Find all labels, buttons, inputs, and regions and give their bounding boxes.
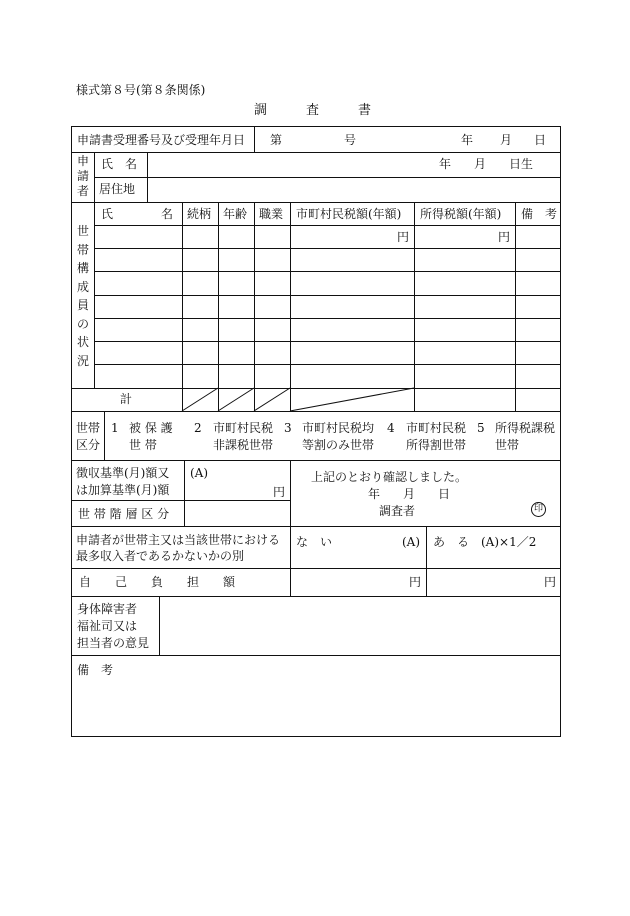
collection-a-mark: (A) bbox=[190, 466, 209, 480]
col-relation: 続柄 bbox=[187, 207, 212, 221]
collection-label-1: 徴収基準(月)額又 bbox=[76, 466, 170, 480]
max-income-formula: (A)×1／2 bbox=[481, 535, 537, 549]
confirm-text: 上記のとおり確認しました。 bbox=[311, 470, 468, 484]
class-option-3-line2: 等割のみ世帯 bbox=[302, 438, 375, 452]
form-number: 様式第８号(第８条関係) bbox=[76, 83, 206, 97]
applicant-vertical-label: 申請者 bbox=[76, 154, 89, 198]
receipt-dai: 第 bbox=[270, 133, 283, 147]
max-income-aru: あ る bbox=[433, 535, 470, 549]
receipt-month: 月 bbox=[500, 133, 513, 147]
municipal-tax-yen: 円 bbox=[397, 230, 410, 244]
class-option-3-num: 3 bbox=[284, 421, 292, 435]
col-name: 氏 名 bbox=[101, 207, 174, 221]
self-burden-yen-2: 円 bbox=[544, 575, 557, 589]
self-burden-label: 自 己 負 担 額 bbox=[79, 575, 236, 589]
birth-day: 日生 bbox=[509, 157, 534, 171]
col-notes: 備 考 bbox=[521, 207, 558, 221]
receipt-go: 号 bbox=[344, 133, 357, 147]
applicant-address-label: 居住地 bbox=[99, 182, 136, 196]
confirm-month: 月 bbox=[403, 487, 416, 501]
max-income-label-2: 最多収入者であるかないかの別 bbox=[76, 549, 245, 563]
confirm-year: 年 bbox=[368, 487, 381, 501]
household-vertical-label: 世帯構成員の状況 bbox=[76, 224, 89, 368]
disability-line-1: 身体障害者 bbox=[77, 602, 138, 616]
disability-line-2: 福祉司又は bbox=[77, 619, 138, 633]
max-income-label-1: 申請者が世帯主又は当該世帯における bbox=[76, 533, 281, 547]
receipt-year: 年 bbox=[461, 133, 474, 147]
col-occupation: 職業 bbox=[259, 207, 284, 221]
seal-mark: 印 bbox=[531, 502, 546, 517]
class-option-4-line1: 市町村民税 bbox=[406, 421, 467, 435]
total-label: 計 bbox=[120, 392, 133, 406]
class-option-5-line1: 所得税課税 bbox=[495, 421, 556, 435]
class-option-1-line2: 世 帯 bbox=[129, 438, 157, 452]
self-burden-yen-1: 円 bbox=[409, 575, 422, 589]
col-municipal-tax: 市町村民税額(年額) bbox=[296, 207, 402, 221]
class-option-2-line1: 市町村民税 bbox=[213, 421, 274, 435]
class-option-5-num: 5 bbox=[477, 421, 485, 435]
receipt-day: 日 bbox=[534, 133, 547, 147]
max-income-a-mark: (A) bbox=[402, 535, 421, 549]
class-option-5-line2: 世帯 bbox=[495, 438, 520, 452]
birth-year: 年 bbox=[439, 157, 452, 171]
max-income-nai: な い bbox=[296, 535, 333, 549]
disability-line-3: 担当者の意見 bbox=[77, 636, 150, 650]
class-option-2-num: 2 bbox=[194, 421, 202, 435]
class-option-1-line1: 被 保 護 bbox=[129, 421, 173, 435]
col-age: 年齢 bbox=[223, 207, 248, 221]
remarks-label: 備 考 bbox=[77, 663, 114, 677]
document-title: 調 査 書 bbox=[254, 103, 372, 118]
collection-yen: 円 bbox=[273, 485, 286, 499]
birth-month: 月 bbox=[474, 157, 487, 171]
class-option-1-num: 1 bbox=[111, 421, 119, 435]
class-label-2: 区分 bbox=[76, 438, 101, 452]
confirm-day: 日 bbox=[438, 487, 451, 501]
col-income-tax: 所得税額(年額) bbox=[420, 207, 502, 221]
class-option-4-line2: 所得割世帯 bbox=[406, 438, 467, 452]
income-tax-yen: 円 bbox=[498, 230, 511, 244]
investigator-label: 調査者 bbox=[379, 504, 416, 518]
receipt-number-label: 申請書受理番号及び受理年月日 bbox=[77, 133, 246, 147]
class-option-3-line1: 市町村民税均 bbox=[302, 421, 375, 435]
class-option-4-num: 4 bbox=[387, 421, 395, 435]
collection-label-2: は加算基準(月)額 bbox=[76, 483, 170, 497]
class-label-1: 世帯 bbox=[76, 421, 101, 435]
applicant-name-label: 氏 名 bbox=[101, 157, 138, 171]
class-option-2-line2: 非課税世帯 bbox=[213, 438, 274, 452]
tier-label: 世 帯 階 層 区 分 bbox=[78, 507, 170, 521]
